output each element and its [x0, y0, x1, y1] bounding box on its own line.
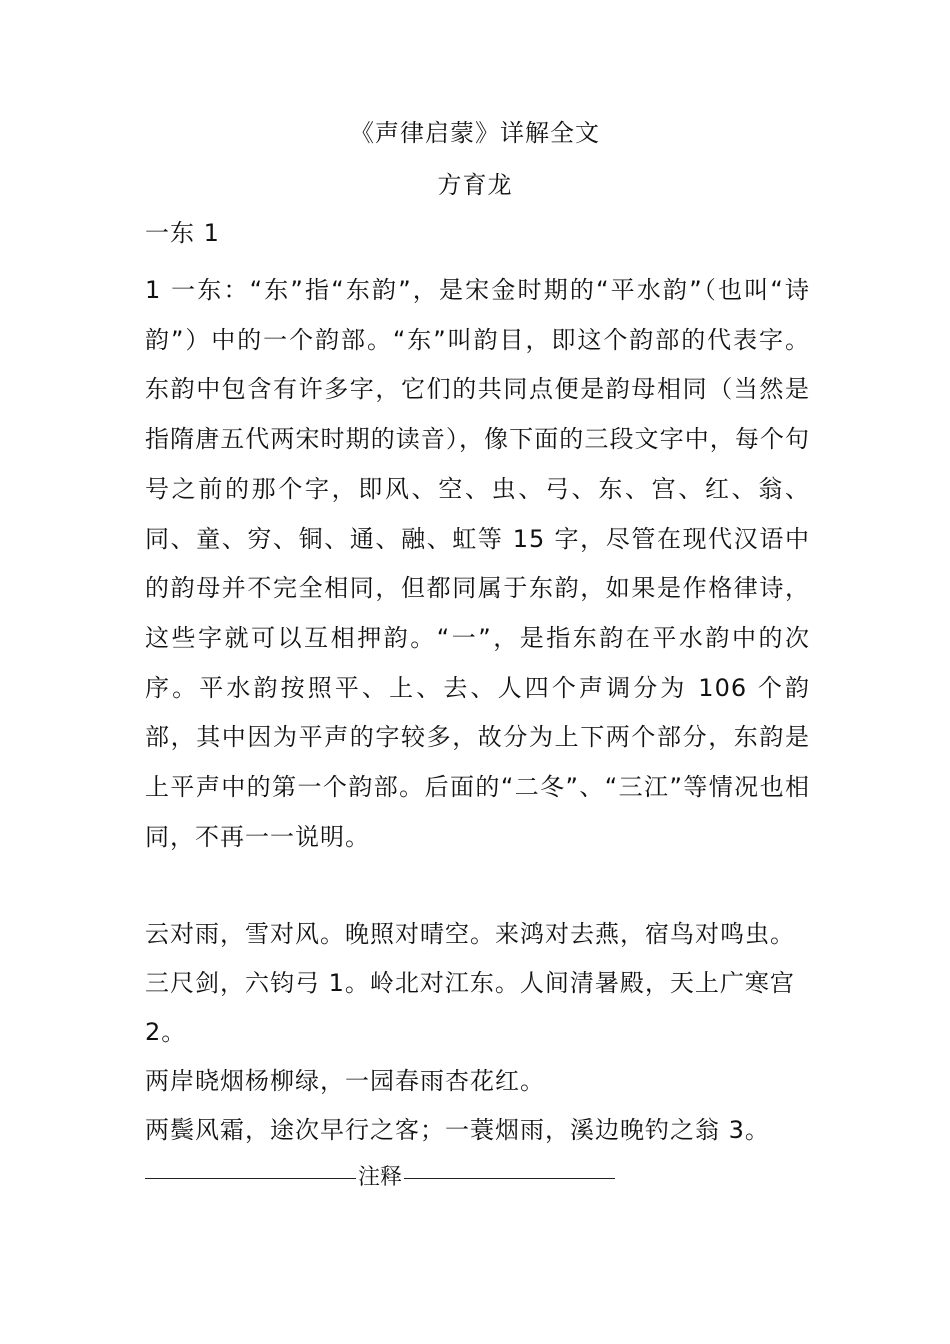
- poem-line: 两岸晓烟杨柳绿，一园春雨杏花红。: [145, 1067, 545, 1095]
- divider-line-left: [145, 1178, 356, 1179]
- notes-divider: [145, 1163, 615, 1193]
- divider-line-right: [404, 1178, 615, 1179]
- poem-line: 云对雨，雪对风。晚照对晴空。来鸿对去燕，宿鸟对鸣虫。三尺剑，六钧弓 1。岭北对江东。人间清暑殿，天上广寒宫 2。: [145, 920, 795, 1046]
- document-author: 方育龙: [437, 171, 513, 199]
- section-heading: 一东 1: [145, 219, 220, 247]
- document-title: 《声律启蒙》详解全文: [350, 119, 600, 147]
- poem-text: [145, 910, 810, 1155]
- notes-label: 注释: [358, 1165, 403, 1190]
- explanation-paragraph: 1 一东：“东”指“东韵”，是宋金时期的“平水韵”（也叫“诗韵”）中的一个韵部。“东”叫韵目，即这个韵部的代表字。东韵中包含有许多字，它们的共同点便是韵母相同（当然是指隋唐五代两宋时期的读音），像下面的三段文字中，每个句号之前的那个字，即风、空、虫、弓、东、宫、红、翁、同、童、穷、铜、通、融、虹等 15 字，尽管在现代汉语中的韵母并不完全相同，但都同属于东韵，如果是作格律诗，这些字就可以互相押韵。“一”，是指东韵在平水韵中的次序。平水韵按照平、上、去、人四个声调分为 106 个韵部，其中因为平声的字较多，故分为上下两个部分，东韵是上平声中的第一个韵部。后面的“二冬”、“三江”等情况也相同，不再一一说明。: [145, 276, 810, 851]
- poem-line: 两鬓风霜，途次早行之客；一蓑烟雨，溪边晚钓之翁 3。: [145, 1116, 770, 1144]
